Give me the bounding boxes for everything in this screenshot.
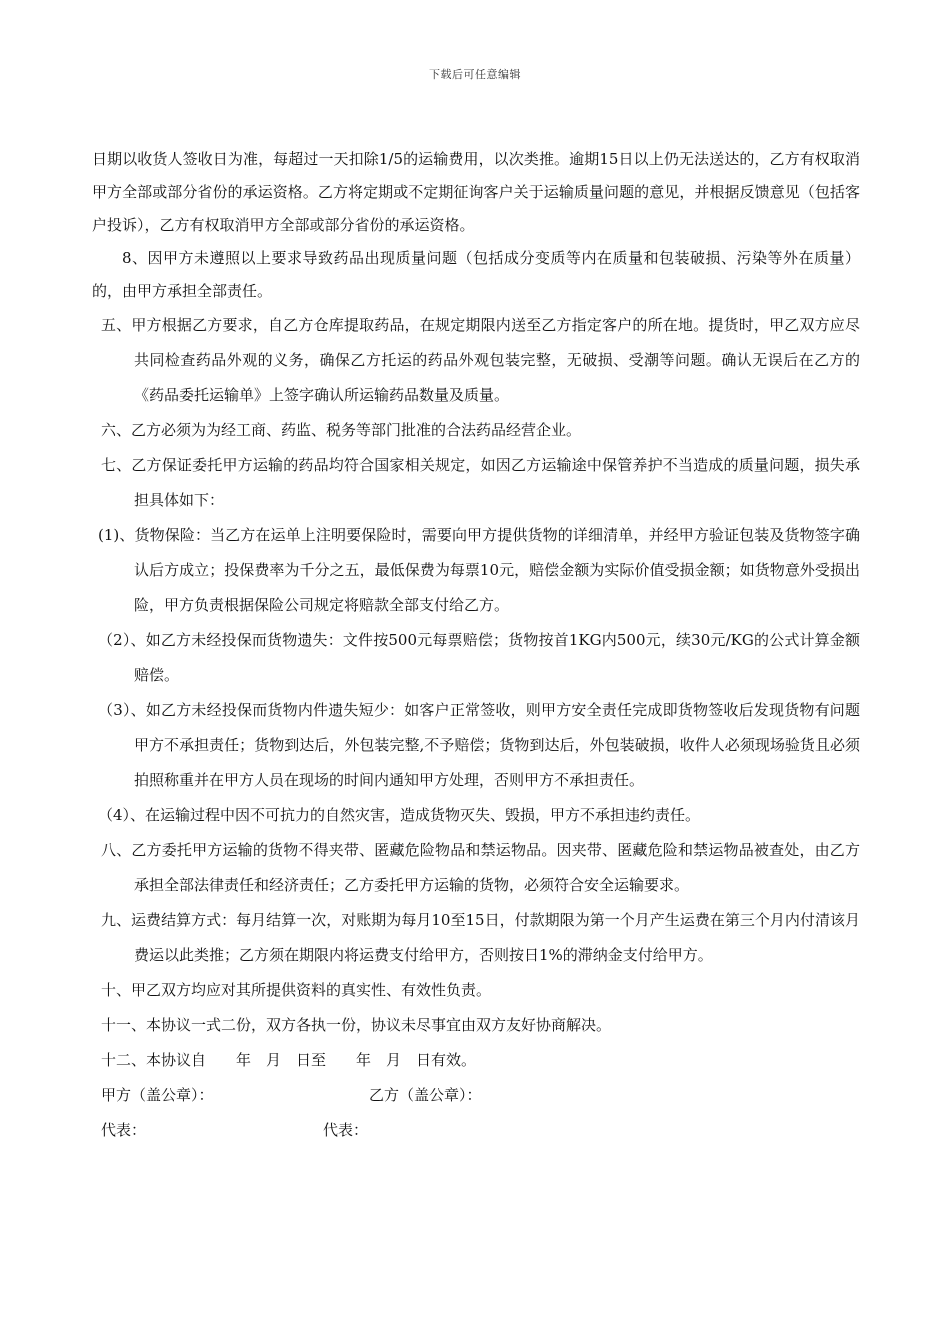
- paragraph-clause-7: 七、乙方保证委托甲方运输的药品均符合国家相关规定，如因乙方运输途中保管养护不当造成的质量问题，损失承担具体如下：: [101, 456, 860, 509]
- paragraph-item-1-insurance: (1)、货物保险：当乙方在运单上注明要保险时，需要向甲方提供货物的详细清单，并经甲方验证包装及货物签字确认后方成立；投保费率为千分之五，最低保费为每票10元，赔偿金额为实际价值受损金额；如货物意外受损出险，甲方负责根据保险公司规定将赔款全部支付给乙方。: [98, 526, 860, 614]
- paragraph-clause-11: 十一、本协议一式二份，双方各执一份，协议未尽事宜由双方友好协商解决。: [101, 1016, 612, 1034]
- paragraph-clause-5: 五、甲方根据乙方要求，自乙方仓库提取药品，在规定期限内送至乙方指定客户的所在地。提货时，甲乙双方应尽共同检查药品外观的义务，确保乙方托运的药品外观包装完整，无破损、受潮等问题。确认无误后在乙方的《药品委托运输单》上签字确认所运输药品数量及质量。: [101, 316, 860, 404]
- party-a-representative-label: 代表：: [101, 1121, 147, 1139]
- paragraph-clause-8: 8、因甲方未遵照以上要求导致药品出现质量问题（包括成分变质等内在质量和包装破损、污染等外在质量）的，由甲方承担全部责任。: [92, 249, 860, 300]
- document-body: [92, 143, 860, 1148]
- party-b-representative-label: 代表：: [323, 1121, 369, 1139]
- party-a-seal-label: 甲方（盖公章）：: [101, 1086, 214, 1104]
- paragraph-clause-6: 六、乙方必须为为经工商、药监、税务等部门批准的合法药品经营企业。: [101, 421, 582, 439]
- paragraph-clause-12: 十二、本协议自 年 月 日至 年 月 日有效。: [101, 1051, 477, 1069]
- paragraph-clause-10: 十、甲乙双方均应对其所提供资料的真实性、有效性负责。: [101, 981, 492, 999]
- paragraph-clause-8-prohibited: 八、乙方委托甲方运输的货物不得夹带、匿藏危险物品和禁运物品。因夹带、匿藏危险和禁运物品被查处，由乙方承担全部法律责任和经济责任；乙方委托甲方运输的货物，必须符合安全运输要求。: [101, 841, 860, 894]
- party-b-seal-label: 乙方（盖公章）：: [369, 1086, 482, 1104]
- paragraph-item-4-force-majeure: （4）、在运输过程中因不可抗力的自然灾害，造成货物灭失、毁损，甲方不承担违约责任。: [98, 806, 701, 824]
- paragraph-item-3-shortage: （3）、如乙方未经投保而货物内件遗失短少：如客户正常签收，则甲方安全责任完成即货物签收后发现货物有问题甲方不承担责任；货物到达后，外包装完整,不予赔偿；货物到达后，外包装破损，收件人必须现场验货且必须拍照称重并在甲方人员在现场的时间内通知甲方处理，否则甲方不承担责任。: [98, 701, 860, 789]
- seal-row: [92, 1078, 860, 1113]
- page-header: 下载后可任意编辑: [429, 68, 521, 81]
- paragraph-clause-9-settlement: 九、运费结算方式：每月结算一次，对账期为每月10至15日，付款期限为第一个月产生运费在第三个月内付清该月费运以此类推；乙方须在期限内将运费支付给甲方，否则按日1%的滞纳金支付给甲方。: [101, 911, 860, 964]
- representative-row: [92, 1113, 860, 1148]
- paragraph-item-2-loss: （2）、如乙方未经投保而货物遗失：文件按500元每票赔偿；货物按首1KG内500元，续30元/KG的公式计算金额赔偿。: [98, 631, 860, 684]
- paragraph-delivery-terms: 日期以收货人签收日为准，每超过一天扣除1/5的运输费用，以次类推。逾期15日以上仍无法送达的，乙方有权取消甲方全部或部分省份的承运资格。乙方将定期或不定期征询客户关于运输质量问题的意见，并根据反馈意见（包括客户投诉），乙方有权取消甲方全部或部分省份的承运资格。: [92, 150, 860, 234]
